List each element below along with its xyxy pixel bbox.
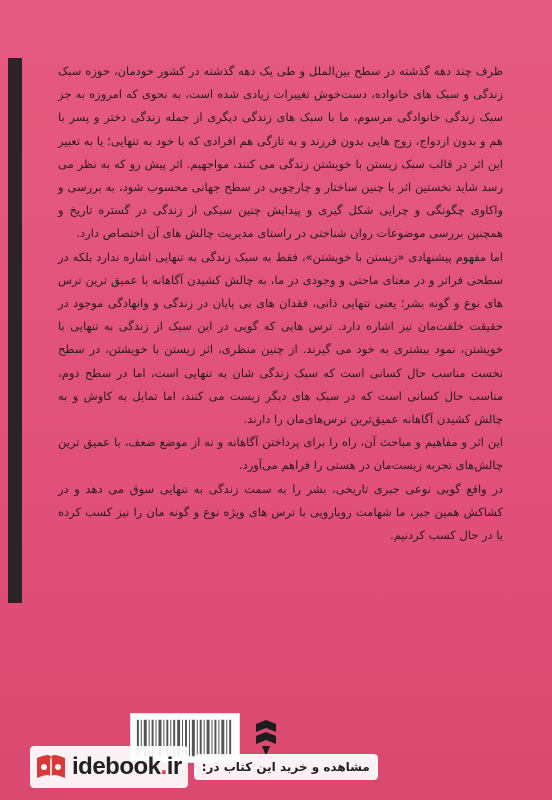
brand-main: idebook	[72, 753, 161, 780]
paragraph-1: ظرف چند دهه گذشته در سطح بین‌الملل و طی یک دهه گذشته در کشور خودمان، حوزه سبک زندگی و سبک های خانواده، دست‌خوش تغییرات زیادی شده است، به نحوی که امروزه به جز سبک زندگی خانوادگی مرسوم، ما با سبک های زندگی دیگری از جمله زندگی دختر و پسر با هم و بدون ازدواج، زوج هایی بدون فرزند و به تازگی هم افرادی که با خود به تنهایی؛ یا به تعبیر این اثر در قالب سبک زیستن با خویشتن زندگی می کنند، مواجهیم. اثر پیش رو که به نظر می رسد شاید نخستین اثر با چنین ساختار و چارچوبی در سطح جهانی محسوب شود، به بررسی و واکاوی چگونگی و چرایی شکل گیری و پیدایش چنین سبکی از زندگی در گستره تاریخ و همچنین بررسی موضوعات روان شناختی در راستای مدیریت چالش های آن اختصاص دارد.	[58, 64, 503, 241]
idebook-watermark[interactable]	[30, 746, 510, 788]
paragraph-3: این اثر و مفاهیم و مباحث آن، راه را برای پرداختن آگاهانه و نه از موضع ضعف، با عمیق ترین چالش‌های تجربه زیست‌مان در هستی را فراهم می‌آورد.	[58, 435, 503, 473]
idebook-brand	[72, 753, 182, 781]
brand-tld: ir	[166, 753, 182, 780]
back-cover-text	[58, 60, 503, 547]
watermark-caption: مشاهده و خرید این کتاب در:	[194, 754, 378, 780]
idebook-logo[interactable]	[30, 746, 188, 788]
paragraph-2: اما مفهوم پیشنهادی «زیستن با خویشتن»، فقط به سبک زندگی به تنهایی اشاره ندارد بلکه در سطحی فراتر و در معنای ماحتی و وجودی در ما، به چالش کشیدن آگاهانه با عمیق ترین ترس های نوع و گونه بشر؛ یعنی تنهایی ذاتی، فقدان های بی پایان در زندگی و وانهادگی موجود در حقیقت خلقت‌مان نیز اشاره دارد. ترس هایی که گویی در این سبک از زندگی به تنهایی با خویشتن، نمود بیشتری به خود می گیرند. از چنین منظری، اثر زیستن با خویشتن، در سطح نخست مناسب حال کسانی است که سبک زندگی شان به تنهایی است، اما در سطح دوم، مناسب حال کسانی است که در سبک های دیگر زیست می کنند، اما تمایل به کاوش و به چالش کشیدن آگاهانه عمیق‌ترین ترس‌های‌مان را دارند.	[58, 249, 503, 427]
brand-dot: .	[160, 753, 167, 780]
spine-bar	[8, 58, 22, 603]
paragraph-4: در واقع گویی نوعی جبری تاریخی، بشر را به سمت زندگی به تنهایی سوق می دهد و در کشاکش همین جبر، ما شهامت رویارویی با ترس های ویژه نوع و گونه مان را نیز کسب کرده یا در حال کسب کردنیم.	[58, 481, 503, 543]
idebook-logo-icon	[34, 752, 68, 782]
